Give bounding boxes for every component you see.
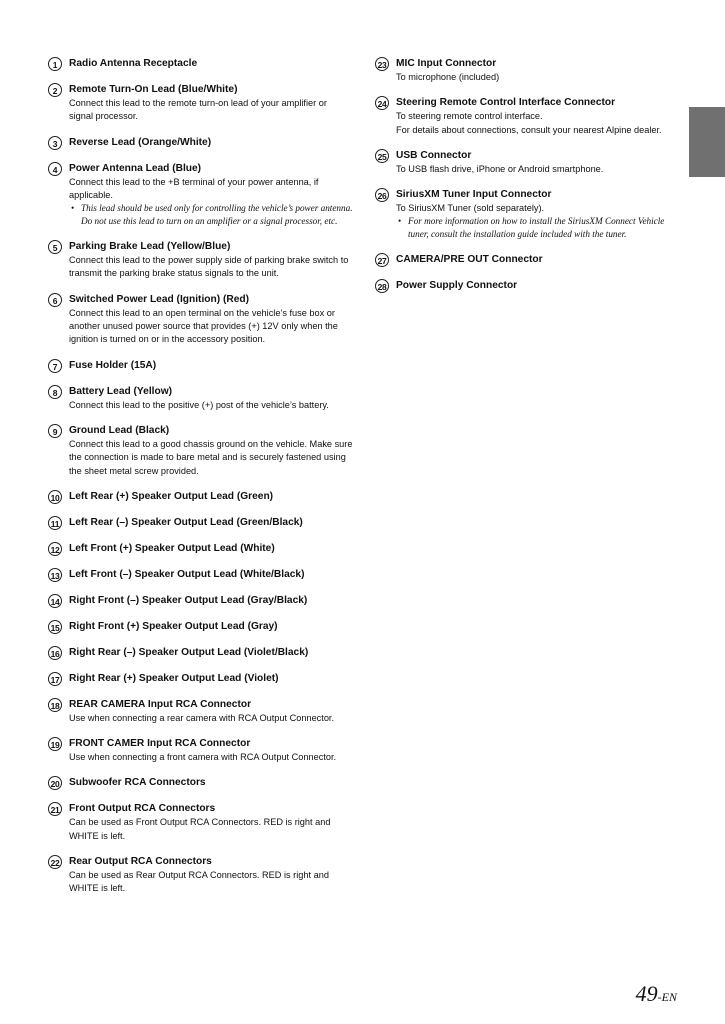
- connector-item: [48, 162, 353, 229]
- item-number-badge: 28: [375, 279, 389, 293]
- item-number-badge: 12: [48, 542, 62, 556]
- connector-item: [48, 646, 353, 660]
- connector-item: [48, 490, 353, 504]
- item-title: CAMERA/PRE OUT Connector: [396, 254, 543, 266]
- item-title: Right Front (–) Speaker Output Lead (Gray/Black): [69, 594, 308, 606]
- item-title: Power Antenna Lead (Blue): [69, 162, 202, 174]
- item-number-badge: 18: [48, 698, 62, 712]
- item-title: Left Rear (+) Speaker Output Lead (Green): [69, 490, 274, 502]
- connector-item: [48, 240, 353, 281]
- item-title: MIC Input Connector: [396, 58, 497, 69]
- connector-item: [375, 253, 680, 267]
- item-title: Right Front (+) Speaker Output Lead (Gray): [69, 620, 278, 632]
- item-title: REAR CAMERA Input RCA Connector: [69, 698, 252, 710]
- connector-item: [48, 568, 353, 582]
- item-description: To SiriusXM Tuner (sold separately).: [396, 203, 545, 214]
- item-note: [69, 202, 353, 228]
- item-description: Can be used as Front Output RCA Connectors. RED is right and WHITE is left.: [69, 817, 331, 841]
- connector-item: [375, 188, 680, 241]
- bullet-icon: •: [71, 203, 75, 214]
- connector-item: [48, 516, 353, 530]
- item-number-badge: 8: [48, 385, 62, 399]
- connector-item: [48, 737, 353, 764]
- item-description: Connect this lead to the positive (+) post of the vehicle’s battery.: [69, 399, 329, 410]
- item-number-badge: 27: [375, 253, 389, 267]
- item-note-text: For more information on how to install the SiriusXM Connect Vehicle tuner, consult the installation guide included with the tuner.: [408, 216, 665, 240]
- item-title: Rear Output RCA Connectors: [69, 856, 212, 868]
- connector-item: [375, 96, 680, 137]
- item-description: Use when connecting a front camera with RCA Output Connector.: [69, 752, 337, 763]
- item-number-badge: 16: [48, 646, 62, 660]
- item-number-badge: 26: [375, 188, 389, 202]
- item-number-badge: 24: [375, 96, 389, 110]
- connector-list-left: [48, 57, 353, 908]
- connector-item: [48, 620, 353, 634]
- connector-item: [48, 83, 353, 124]
- item-title: Battery Lead (Yellow): [69, 385, 173, 397]
- item-number-badge: 4: [48, 162, 62, 176]
- item-description: Connect this lead to the remote turn-on lead of your amplifier or signal processor.: [69, 98, 327, 122]
- item-title: Reverse Lead (Orange/White): [69, 136, 212, 148]
- item-number-badge: 6: [48, 293, 62, 307]
- item-title: Switched Power Lead (Ignition) (Red): [69, 293, 249, 305]
- connector-item: [48, 424, 353, 478]
- connector-item: [48, 359, 353, 373]
- section-tab: [689, 107, 725, 177]
- connector-item: [48, 57, 353, 71]
- item-title: Front Output RCA Connectors: [69, 803, 216, 815]
- item-description: Connect this lead to the +B terminal of your power antenna, if applicable.: [69, 176, 319, 200]
- bullet-icon: •: [398, 216, 402, 227]
- item-number-badge: 22: [48, 855, 62, 869]
- item-title: Subwoofer RCA Connectors: [69, 777, 206, 789]
- connector-item: [48, 672, 353, 686]
- item-description: Connect this lead to an open terminal on the vehicle’s fuse box or another unused power source that provides (+) 12V only when the ignition is turned on or in the accessory position.: [69, 307, 338, 345]
- connector-item: [375, 57, 680, 84]
- item-number-badge: 13: [48, 568, 62, 582]
- item-title: Left Front (–) Speaker Output Lead (White/Black): [69, 568, 305, 580]
- item-title: Ground Lead (Black): [69, 424, 170, 436]
- item-number-badge: 5: [48, 240, 62, 254]
- item-title: Right Rear (+) Speaker Output Lead (Violet): [69, 672, 279, 684]
- item-title: FRONT CAMER Input RCA Connector: [69, 738, 251, 750]
- item-title: Left Front (+) Speaker Output Lead (White): [69, 542, 275, 554]
- item-title: Fuse Holder (15A): [69, 359, 157, 371]
- item-title: Left Rear (–) Speaker Output Lead (Green/Black): [69, 516, 303, 528]
- item-description: For details about connections, consult your nearest Alpine dealer.: [396, 124, 662, 135]
- connector-item: [375, 149, 680, 176]
- item-title: USB Connector: [396, 149, 472, 161]
- connector-list-right: [375, 57, 680, 305]
- page-number: [636, 983, 677, 1008]
- item-title: Radio Antenna Receptacle: [69, 58, 198, 69]
- item-number-badge: 14: [48, 594, 62, 608]
- connector-item: [48, 802, 353, 843]
- connector-item: [48, 594, 353, 608]
- connector-item: [48, 776, 353, 790]
- item-description: To USB flash drive, iPhone or Android smartphone.: [396, 163, 604, 174]
- item-title: Remote Turn-On Lead (Blue/White): [69, 84, 238, 95]
- item-number-badge: 23: [375, 57, 389, 71]
- item-number-badge: 1: [48, 57, 62, 71]
- connector-item: [48, 542, 353, 556]
- item-number-badge: 15: [48, 620, 62, 634]
- item-description: Connect this lead to the power supply side of parking brake switch to transmit the parking brake status signals to the unit.: [69, 255, 349, 279]
- connector-item: [48, 385, 353, 412]
- item-note: [396, 215, 680, 241]
- item-number-badge: 20: [48, 776, 62, 790]
- page-number-suffix: -EN: [657, 990, 677, 1004]
- item-number-badge: 21: [48, 802, 62, 816]
- item-description: Use when connecting a rear camera with RCA Output Connector.: [69, 712, 335, 723]
- item-number-badge: 9: [48, 424, 62, 438]
- item-number-badge: 19: [48, 737, 62, 751]
- item-number-badge: 2: [48, 83, 62, 97]
- item-title: Parking Brake Lead (Yellow/Blue): [69, 241, 231, 253]
- item-note-text: This lead should be used only for controlling the vehicle’s power antenna. Do not use this lead to turn on an amplifier or a signal processor, etc.: [81, 203, 353, 227]
- item-description: Connect this lead to a good chassis ground on the vehicle. Make sure the connection is made to bare metal and is securely fastened using the sheet metal screw provided.: [69, 438, 353, 476]
- connector-item: [48, 293, 353, 347]
- connector-item: [48, 136, 353, 150]
- item-title: Steering Remote Control Interface Connector: [396, 97, 616, 109]
- item-description: To steering remote control interface.: [396, 111, 543, 122]
- item-title: Power Supply Connector: [396, 280, 518, 292]
- item-number-badge: 17: [48, 672, 62, 686]
- connector-item: [48, 855, 353, 896]
- item-description: Can be used as Rear Output RCA Connectors. RED is right and WHITE is left.: [69, 870, 329, 894]
- item-title: SiriusXM Tuner Input Connector: [396, 189, 552, 201]
- connector-item: [375, 279, 680, 293]
- item-title: Right Rear (–) Speaker Output Lead (Violet/Black): [69, 646, 309, 658]
- item-number-badge: 10: [48, 490, 62, 504]
- item-number-badge: 7: [48, 359, 62, 373]
- connector-item: [48, 698, 353, 725]
- item-number-badge: 3: [48, 136, 62, 150]
- item-description: To microphone (included): [396, 72, 500, 82]
- item-number-badge: 25: [375, 149, 389, 163]
- item-number-badge: 11: [48, 516, 62, 530]
- page-number-value: 49: [635, 981, 658, 1006]
